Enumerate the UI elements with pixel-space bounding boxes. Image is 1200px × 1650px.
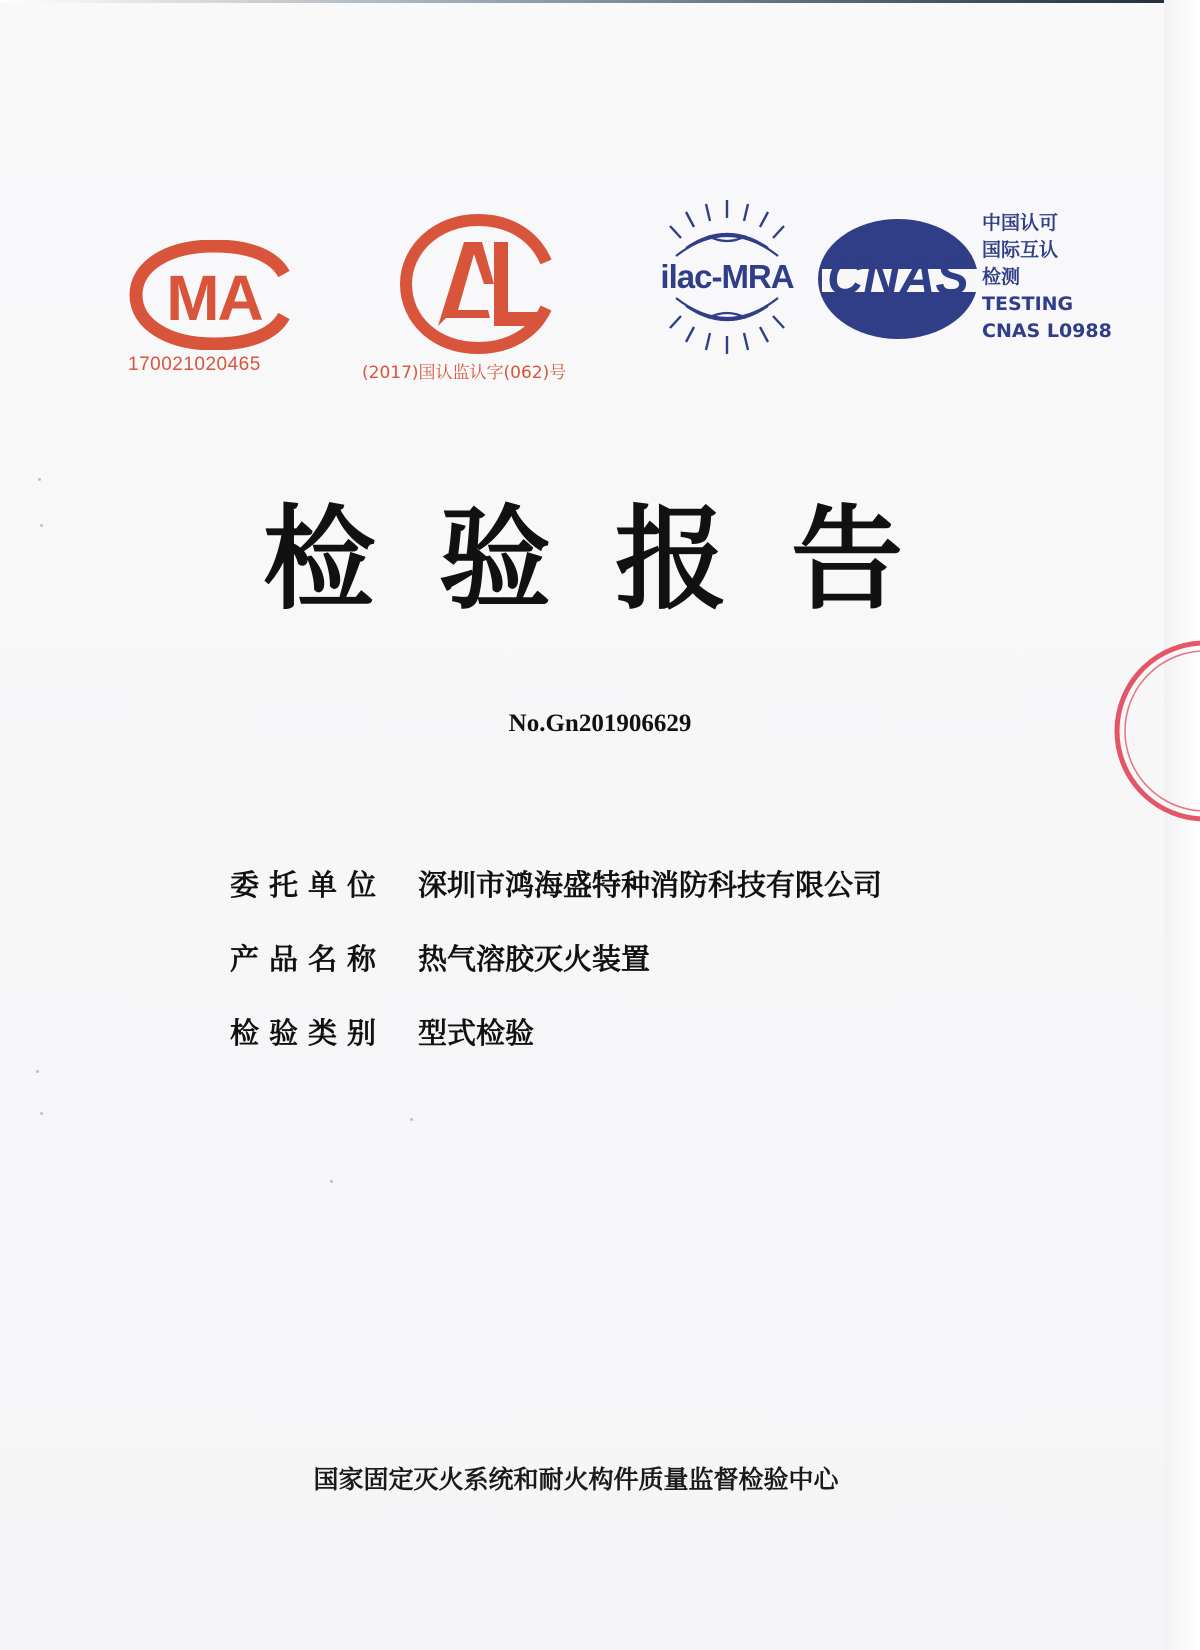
client-label: 委托单位 [230, 867, 387, 902]
inspection-type-label: 检验类别 [230, 1015, 387, 1050]
scan-edge-line [0, 0, 1200, 3]
cnas-line-2: 国际互认 [982, 239, 1059, 261]
cnas-line-5: CNAS L0988 [982, 320, 1112, 342]
cnas-line-3: 检测 [982, 266, 1021, 288]
info-row-inspection-type [230, 1013, 1050, 1049]
report-number: No.Gn201906629 [508, 710, 692, 737]
cal-logo [398, 214, 558, 354]
ilac-mra-logo [646, 196, 808, 358]
cnas-line-4: TESTING [982, 293, 1074, 315]
product-label: 产品名称 [230, 941, 387, 976]
cnas-accreditation-text [982, 210, 1132, 345]
cal-certificate-number: (2017)国认监认字(062)号 [362, 363, 567, 383]
product-value: 热气溶胶灭火装置 [418, 941, 651, 976]
document-title: 检验报告 [263, 495, 967, 625]
report-info [230, 865, 1050, 1087]
svg-text:CNAS: CNAS [827, 249, 969, 305]
cma-logo [128, 240, 300, 350]
cnas-line-1: 中国认可 [982, 212, 1059, 234]
info-row-client [230, 865, 1050, 901]
svg-text:ilac-MRA: ilac-MRA [660, 258, 794, 295]
svg-text:MA: MA [166, 262, 262, 334]
issuing-authority: 国家固定灭火系统和耐火构件质量监督检验中心 [313, 1465, 839, 1494]
inspection-type-value: 型式检验 [418, 1015, 535, 1050]
client-value: 深圳市鸿海盛特种消防科技有限公司 [418, 867, 883, 902]
cnas-logo [812, 214, 984, 344]
info-row-product [230, 939, 1050, 975]
cma-certificate-number: 170021020465 [128, 354, 261, 375]
